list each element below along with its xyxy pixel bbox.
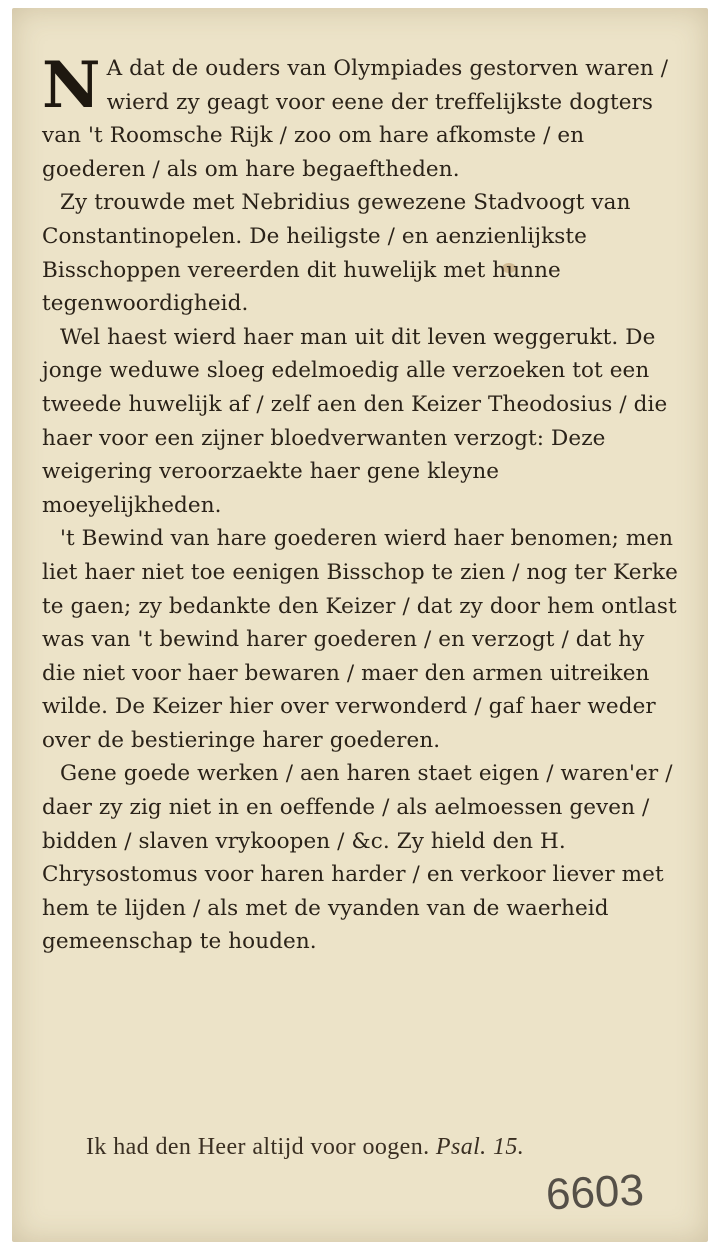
paragraph-2: Zy trouwde met Nebridius gewezene Stadvoogt van Constantinopelen. De heiligste / en aenzienlijkste Bisschoppen vereerden dit huwelijk met hunne tegenwoordigheid. (42, 190, 631, 317)
paragraph-5: Gene goede werken / aen haren staet eigen / waren'er / daer zy zig niet in en oeffende / als aelmoessen geven / bidden / slaven vrykoopen / &c. Zy hield den H. Chrysostomus voor haren harder / en verkoor liever met hem te lijden / als met de vyanden van de waerheid gemeenschap te houden. (42, 761, 673, 955)
drop-cap: N (42, 48, 101, 123)
paragraph-1-text: A dat de ouders van Olympiades gestorven waren / wierd zy geagt voor eene der treffelijkste dogters van 't Roomsche Rijk / zoo om hare afkomste / en goederen / als om hare begaeftheden. (42, 56, 669, 182)
paragraph-1 (42, 48, 678, 186)
paragraph-3: Wel haest wierd haer man uit dit leven weggerukt. De jonge weduwe sloeg edelmoedig alle verzoeken tot een tweede huwelijk af / zelf aen den Keizer Theodosius / die haer voor een zijner bloedverwanten verzogt: Deze weigering veroorzaekte haer gene kleyne moeyelijkheden. (42, 324, 668, 518)
motto-reference: Psal. 15. (435, 1134, 525, 1160)
body-text (42, 48, 678, 959)
handwritten-number: 6603 (544, 1165, 646, 1220)
motto-text: Ik had den Heer altijd voor oogen. (86, 1134, 430, 1160)
motto-line (86, 1134, 686, 1161)
paragraph-4: 't Bewind van hare goederen wierd haer benomen; men liet haer niet toe eenigen Bisschop te zien / nog ter Kerke te gaen; zy bedankte den Keizer / dat zy door hem ontlast was van 't bewind harer goederen / en verzogt / dat hy die niet voor haer bewaren / maer den armen uitreiken wilde. De Keizer hier over verwonderd / gaf haer weder over de bestieringe harer goederen. (42, 526, 678, 753)
